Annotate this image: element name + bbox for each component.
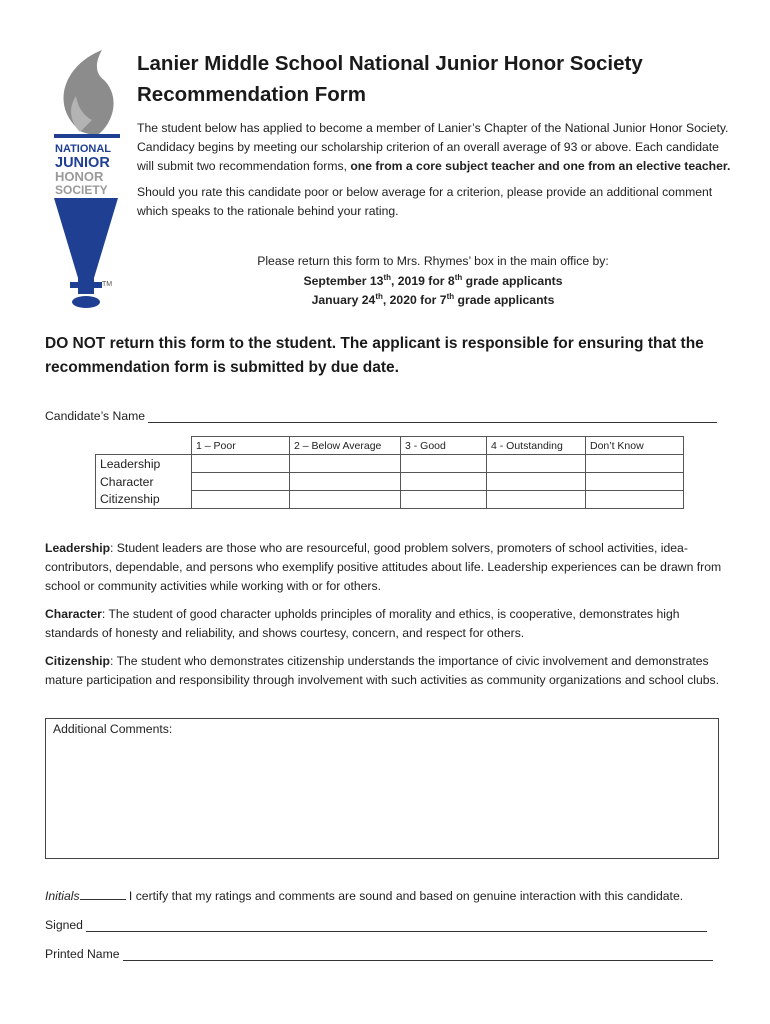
initials-label: Initials	[45, 889, 80, 903]
header-poor: 1 – Poor	[192, 437, 290, 455]
rating-cell[interactable]	[192, 455, 290, 473]
title-line-2: Recommendation Form	[137, 83, 366, 106]
intro-paragraph-2: Should you rate this candidate poor or below average for a criterion, please provide an additional comment which speaks to the rationale behind your rating.	[137, 185, 713, 219]
title-line-1: Lanier Middle School National Junior Honor Society	[137, 52, 643, 75]
rating-cell[interactable]	[586, 473, 684, 491]
signature-field[interactable]	[86, 919, 707, 932]
intro-text: The student below has applied to become a member of Lanier’s Chapter of the National Junior Honor Society. Candidacy begins by meeting our scholarship criterion of an overall average of 93 or above. Each candidate will submit two recommendation forms,	[137, 121, 729, 173]
candidate-name-field[interactable]	[148, 410, 717, 423]
header-below-average: 2 – Below Average	[290, 437, 401, 455]
row-label: Leadership	[96, 455, 192, 473]
rating-cell[interactable]	[487, 491, 586, 509]
intro-paragraph-1	[137, 119, 737, 175]
logo-text-junior: JUNIOR	[55, 155, 110, 171]
additional-comments-box[interactable]	[45, 718, 719, 859]
rating-row-leadership	[96, 455, 684, 473]
row-label: Citizenship	[96, 491, 192, 509]
printed-name-label: Printed Name	[45, 947, 120, 961]
candidate-name-label: Candidate’s Name	[45, 409, 146, 423]
header-good: 3 - Good	[401, 437, 487, 455]
header-outstanding: 4 - Outstanding	[487, 437, 586, 455]
logo-text-honor: HONOR	[55, 169, 104, 184]
logo-text-society: SOCIETY	[55, 183, 108, 197]
header-dont-know: Don’t Know	[586, 437, 684, 455]
rating-cell[interactable]	[586, 455, 684, 473]
rating-cell[interactable]	[290, 491, 401, 509]
definition-character: Character: The student of good character upholds principles of morality and ethics, is cooperative, demonstrates high standards of honesty and reliability, and shows courtesy, concern, and respect for others.	[45, 606, 680, 640]
rating-cell[interactable]	[401, 491, 487, 509]
return-instructions	[137, 252, 729, 311]
rating-cell[interactable]	[586, 491, 684, 509]
printed-name-row	[45, 947, 713, 961]
rating-cell[interactable]	[401, 455, 487, 473]
signed-label: Signed	[45, 918, 83, 932]
page-title	[137, 48, 737, 110]
additional-comments-label: Additional Comments:	[53, 722, 173, 736]
deadline-7th-grade: January 24th, 2020 for 7th grade applicants	[311, 291, 555, 307]
rating-cell[interactable]	[290, 473, 401, 491]
printed-name-field[interactable]	[123, 948, 713, 961]
rating-cell[interactable]	[192, 491, 290, 509]
rating-cell[interactable]	[401, 473, 487, 491]
corner-cell	[96, 437, 192, 455]
definition-citizenship: Citizenship: The student who demonstrates citizenship understands the importance of civic involvement and demonstrates mature participation and responsibility through involvement with such activities as community organizations and school clubs.	[45, 653, 720, 687]
torch-icon	[54, 198, 118, 294]
logo-text-national: NATIONAL	[55, 143, 112, 155]
definition-leadership: Leadership: Student leaders are those who are resourceful, good problem solvers, promoters of school activities, idea-contributors, dependable, and persons who exemplify positive attitudes about life. Leadership experiences can be drawn from school or community activities while working with or for others.	[45, 541, 722, 593]
intro-emphasis: one from a core subject teacher and one from an elective teacher.	[350, 158, 731, 173]
certification-text: I certify that my ratings and comments are sound and based on genuine interaction with this candidate.	[125, 889, 684, 903]
row-label: Character	[96, 473, 192, 491]
rating-cell[interactable]	[487, 455, 586, 473]
rating-cell[interactable]	[192, 473, 290, 491]
ratings-header-row	[96, 437, 684, 455]
return-line: Please return this form to Mrs. Rhymes’ box in the main office by:	[257, 254, 609, 268]
criteria-definitions	[45, 539, 725, 699]
ratings-table	[95, 436, 684, 509]
initials-field[interactable]	[80, 899, 126, 900]
candidate-name-row	[45, 409, 717, 423]
rating-row-character	[96, 473, 684, 491]
deadline-8th-grade: September 13th, 2019 for 8th grade applicants	[303, 272, 563, 288]
rating-row-citizenship	[96, 491, 684, 509]
certification-row	[45, 889, 735, 903]
intro-section	[137, 119, 737, 229]
rating-cell[interactable]	[290, 455, 401, 473]
rating-cell[interactable]	[487, 473, 586, 491]
njhs-logo	[52, 50, 124, 312]
warning-notice: DO NOT return this form to the student. The applicant is responsible for ensuring that the recommendation form is submitted by due date.	[45, 335, 704, 376]
signed-row	[45, 918, 707, 932]
logo-tm: TM	[102, 281, 113, 288]
